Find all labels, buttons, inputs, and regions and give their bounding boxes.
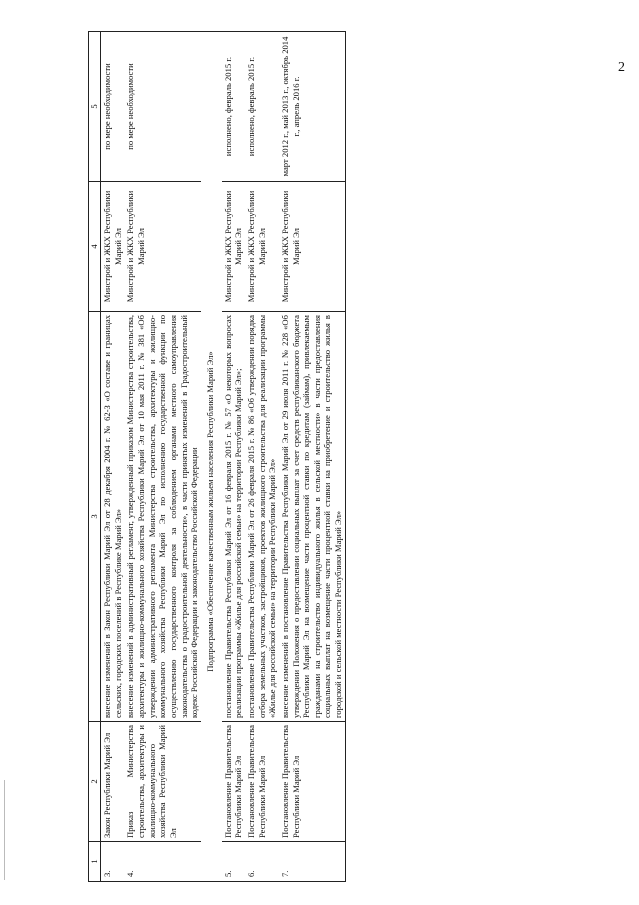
responsible: Минстрой и ЖКХ Республики Марий Эл [279, 182, 345, 312]
document-type: Приказ Министерства строительства, архитектуры и жилищно-коммунального хозяйства Республики Марий Эл [124, 722, 201, 842]
subprogram-row [201, 32, 222, 882]
table-row [101, 32, 125, 882]
subprogram-spacer [201, 842, 222, 882]
deadline: март 2012 г., май 2013 г., октябрь 2014 г., апрель 2016 г. [279, 32, 345, 182]
action-text: постановление Правительства Республики Марий Эл от 26 февраля 2015 г. № 86 «Об утверждении порядка отбора земельных участков, застройщиков, проектов жилищного строительства для реализации программы «Жилье для российской семьи» на территории Республики Марий Эл» [245, 312, 279, 722]
responsible: Минстрой и ЖКХ Республики Марий Эл [245, 182, 279, 312]
deadline: исполнено, февраль 2015 г. [245, 32, 279, 182]
table-row [279, 32, 345, 882]
responsible: Минстрой и ЖКХ Республики Марий Эл [124, 182, 201, 312]
table-row [124, 32, 201, 882]
row-number: 7. [279, 842, 345, 882]
deadline: по мере необходимости [124, 32, 201, 182]
table-row [222, 32, 245, 882]
action-text: внесение изменений в Закон Республики Марий Эл от 28 декабря 2004 г. № 62-З «О составе и границах сельских, городских поселений в Республике Марий Эл» [101, 312, 125, 722]
rotated-page [88, 32, 604, 882]
col-header-1: 1 [89, 842, 101, 882]
col-header-2: 2 [89, 722, 101, 842]
deadline: по мере необходимости [101, 32, 125, 182]
row-number: 3. [101, 842, 125, 882]
document-type: Постановление Правительства Республики Марий Эл [222, 722, 245, 842]
scan-edge-line [4, 780, 5, 880]
document-type: Постановление Правительства Республики Марий Эл [245, 722, 279, 842]
action-text: внесение изменений в административный регламент, утвержденный приказом Министерства строительства, архитектуры и жилищно-коммунального хозяйства Республики Марий Эл от 10 мая 2011 г. № 381 «Об утверждении административного регламента Министерства строительства, архитектуры и жилищно-коммунального хозяйства Республики Марий Эл по исполнению государственной функции по осуществлению государственного контроля за соблюдением органами местного самоуправления законодательства о градостроительной деятельности», в части принятых изменений в Градостроительный кодекс Российской Федерации и законодательство Российской Федерации [124, 312, 201, 722]
plan-table [88, 31, 346, 882]
col-header-3: 3 [89, 312, 101, 722]
responsible: Минстрой и ЖКХ Республики Марий Эл [101, 182, 125, 312]
action-text: внесение изменений в постановление Правительства Республики Марий Эл от 29 июля 2011 г. № 228 «Об утверждении Положения о предоставлении социальных выплат за счет средств республиканского бюджета Республики Марий Эл на возмещение части процентной ставки по кредитам (займам), привлекаемым гражданами на строительство индивидуального жилья в сельской местности» в части предоставления социальных выплат на возмещение части процентной ставки на приобретение и строительство жилья в городской и сельской местности Республики Марий Эл» [279, 312, 345, 722]
deadline: исполнено, февраль 2015 г. [222, 32, 245, 182]
row-number: 6. [245, 842, 279, 882]
responsible: Минстрой и ЖКХ Республики Марий Эл [222, 182, 245, 312]
row-number: 5. [222, 842, 245, 882]
table-row [245, 32, 279, 882]
subprogram-title: Подпрограмма «Обеспечение качественным жильем населения Республики Марий Эл» [204, 351, 215, 672]
col-header-5: 5 [89, 32, 101, 182]
action-text: постановление Правительства Республики Марий Эл от 16 февраля 2015 г. № 57 «О некоторых вопросах реализации программы «Жилье для российской семьи» на территории Республики Марий Эл»; [222, 312, 245, 722]
row-number: 4. [124, 842, 201, 882]
document-type: Постановление Правительства Республики Марий Эл [279, 722, 345, 842]
page-number: 2 [618, 60, 625, 75]
column-number-row [89, 32, 101, 882]
col-header-4: 4 [89, 182, 101, 312]
subprogram-spacer [201, 32, 222, 182]
document-type: Закон Республики Марий Эл [101, 722, 125, 842]
